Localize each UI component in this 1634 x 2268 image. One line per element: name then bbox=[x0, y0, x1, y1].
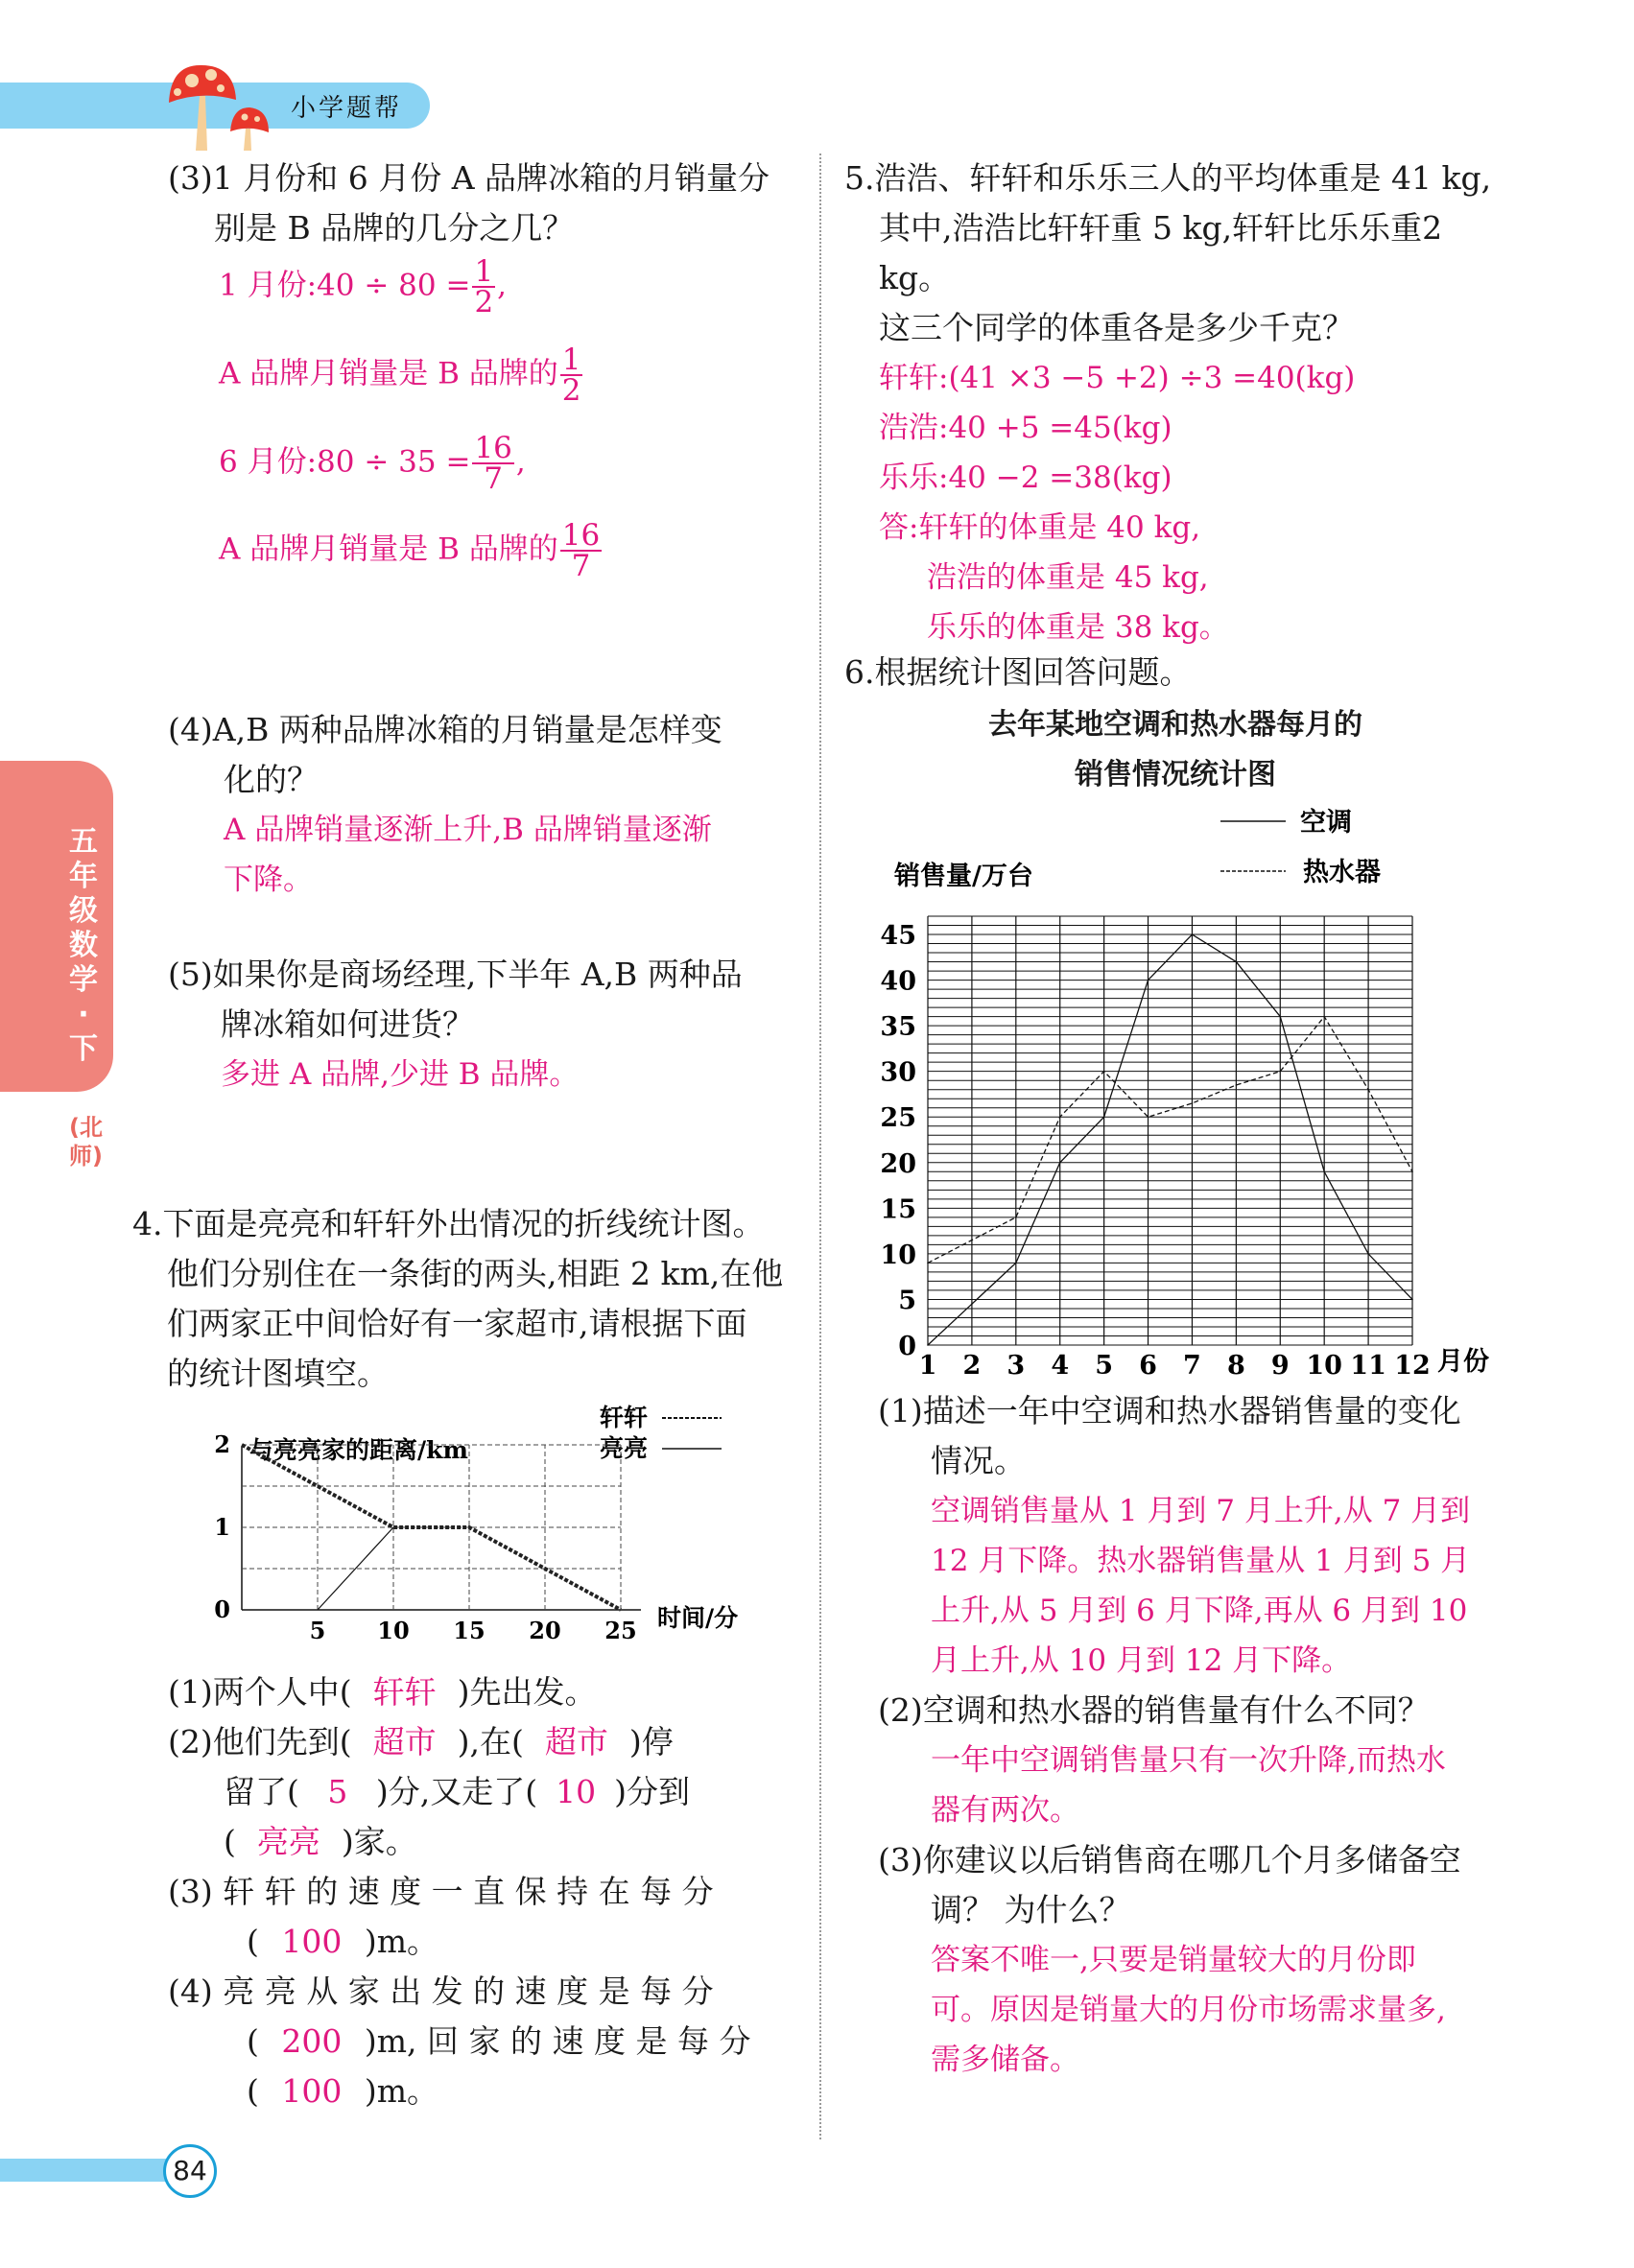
y-tick-label: 25 bbox=[880, 1103, 916, 1134]
chart-title: 去年某地空调和热水器每月的 bbox=[988, 708, 1362, 742]
y-axis-label: 与亮亮家的距离/km bbox=[249, 1436, 468, 1464]
sub-question-1: (1)两个人中( 轩轩 )先出发。 bbox=[168, 1673, 597, 1711]
data-point bbox=[1059, 1162, 1061, 1164]
data-point bbox=[1323, 1016, 1325, 1018]
data-point bbox=[1015, 1263, 1017, 1264]
x-axis-label: 月份 bbox=[1437, 1347, 1489, 1377]
sub-question-2: (2)他们先到( 超市 ),在( 超市 )停 bbox=[168, 1723, 674, 1760]
answer-text: 多进 A 品牌,少进 B 品牌。 bbox=[221, 1057, 580, 1092]
question-text: 别是 B 品牌的几分之几？ bbox=[214, 209, 575, 247]
data-point bbox=[1148, 1116, 1149, 1118]
x-tick-label: 7 bbox=[1183, 1351, 1201, 1381]
data-point bbox=[1367, 1253, 1369, 1255]
answer-q3-2: A 品牌月销量是 B 品牌的 $\frac{1}{2}$ bbox=[219, 343, 581, 408]
column-divider bbox=[819, 154, 821, 2139]
x-tick-label: 5 bbox=[309, 1617, 326, 1644]
answer-q3-3: 6 月份:80 ÷ 35 = $\frac{16}{7}$ , bbox=[219, 431, 526, 496]
sub-question-4: (4) 亮 亮 从 家 出 发 的 速 度 是 每 分 bbox=[168, 1973, 714, 2010]
answer-text: A 品牌销量逐渐上升,B 品牌销量逐渐 bbox=[224, 813, 712, 847]
question-text: 1 月份和 6 月份 A 品牌冰箱的月销量分 bbox=[212, 159, 770, 197]
data-point bbox=[1103, 1071, 1105, 1073]
data-point bbox=[1192, 1102, 1194, 1104]
legend-label-liangliang: 亮亮 bbox=[600, 1434, 649, 1462]
data-point bbox=[1411, 1299, 1413, 1301]
problem-5: 5.浩浩、轩轩和乐乐三人的平均体重是 41 kg, 其中,浩浩比轩轩重 5 kg,轩轩比乐乐重2 kg。 这三个同学的体重各是多少千克？ 轩轩:(41 ×3 −5 +2) ÷3 =40(kg) 浩浩:40 +5 =45(kg) 乐乐:40 −2 =38(kg) 答:轩轩的体重是 40 kg, 浩浩的体重是 45 kg, 乐乐的体重是 38 kg。 bbox=[844, 159, 1492, 645]
sub-question-3: (3) 轩 轩 的 速 度 一 直 保 持 在 每 分 bbox=[168, 1873, 714, 1910]
mushroom-logo-icon bbox=[163, 59, 278, 151]
x-axis-label: 时间/分 bbox=[657, 1604, 739, 1632]
data-point bbox=[1059, 1116, 1061, 1118]
x-tick-label: 9 bbox=[1270, 1351, 1290, 1381]
data-point bbox=[1148, 980, 1149, 981]
x-tick-label: 3 bbox=[1006, 1351, 1026, 1381]
data-point bbox=[1411, 1170, 1413, 1172]
answer-text: 下降。 bbox=[224, 862, 313, 897]
data-point bbox=[927, 1263, 929, 1264]
y-tick-label: 30 bbox=[880, 1057, 916, 1088]
y-tick-label: 20 bbox=[880, 1148, 916, 1179]
x-tick-label: 8 bbox=[1226, 1351, 1245, 1381]
x-tick-label: 10 bbox=[1306, 1351, 1342, 1381]
x-tick-label: 5 bbox=[1095, 1351, 1114, 1381]
x-tick-label: 6 bbox=[1139, 1351, 1157, 1381]
data-point bbox=[971, 1240, 973, 1241]
question-5: (5)如果你是商场经理,下半年 A,B 两种品 牌冰箱如何进货？ 多进 A 品牌,少进 B 品牌。 bbox=[168, 950, 801, 1099]
data-point bbox=[927, 1344, 929, 1346]
y-tick-label: 2 bbox=[214, 1430, 230, 1458]
y-tick-label: 40 bbox=[880, 966, 916, 997]
distance-time-chart bbox=[192, 1391, 768, 1669]
problem-6-answers: (1)描述一年中空调和热水器销售量的变化 情况。 空调销售量从 1 月到 7 月上升,从 7 月到 12 月下降。热水器销售量从 1 月到 5 月 上升,从 5 月到 6 月下降,再从 6 月到 10 月上升,从 10 月到 12 月下降。 (2)空调和热水器的销售量有什么不同？ 一年中空调销售量只有一次升降,而热水 器有两次。 (3)你建议以后销售商在哪几个月多储备空 调？ 为什么？ 答案不唯一,只要是销量较大的月份即 可。原因是销量大的月份市场需求量多, 需多储备。 bbox=[878, 1392, 1471, 2077]
x-tick-label: 4 bbox=[1051, 1351, 1070, 1381]
y-tick-label: 45 bbox=[880, 921, 916, 952]
sub-label: (3) bbox=[168, 159, 213, 197]
x-tick-label: 2 bbox=[962, 1351, 982, 1381]
data-point bbox=[1236, 961, 1238, 963]
y-tick-label: 0 bbox=[898, 1332, 916, 1361]
x-tick-label: 11 bbox=[1350, 1351, 1386, 1381]
answer-q3-4: A 品牌月销量是 B 品牌的 $\frac{16}{7}$ bbox=[219, 518, 601, 583]
data-point bbox=[1367, 1089, 1369, 1091]
x-tick-label: 1 bbox=[918, 1351, 937, 1381]
page-number: 84 bbox=[163, 2144, 217, 2198]
data-point bbox=[1279, 1071, 1281, 1073]
sales-line-chart bbox=[864, 796, 1516, 1391]
question-4: (4)A,B 两种品牌冰箱的月销量是怎样变 化的？ A 品牌销量逐渐上升,B 品牌销量逐渐 下降。 bbox=[168, 705, 801, 905]
x-tick-label: 20 bbox=[529, 1617, 561, 1644]
y-tick-label: 15 bbox=[880, 1194, 916, 1225]
data-point bbox=[1279, 1016, 1281, 1018]
problem-4-answers: (1)两个人中( 轩轩 )先出发。 (2)他们先到( 超市 ),在( 超市 )停 留了( 5 )分,又走了( 10 )分到 ( 亮亮 )家。 (3) 轩 轩 的 速 度 一 直 保 持 在 每 分 ( 100 )m。 (4) 亮 亮 从 家 出 发 的 速 度 是 每 分 ( 200 )m, 回 家 的 速 度 是 每 分 ( 100 )m。 bbox=[168, 1667, 801, 2116]
data-point bbox=[1015, 1217, 1017, 1218]
edition-label: (北师) bbox=[69, 1114, 103, 1169]
data-point bbox=[1323, 1170, 1325, 1172]
grade-label: 五年级数学·下 bbox=[69, 825, 98, 1066]
footer-bar bbox=[0, 2159, 178, 2182]
y-tick-label: 10 bbox=[880, 1240, 916, 1270]
data-point bbox=[1236, 1084, 1238, 1086]
data-point bbox=[971, 1303, 973, 1305]
y-tick-label: 0 bbox=[214, 1595, 230, 1623]
brand-title: 小学题帮 bbox=[291, 94, 403, 123]
y-tick-label: 35 bbox=[880, 1012, 916, 1043]
series-line-air-conditioner bbox=[928, 934, 1412, 1345]
x-tick-label: 15 bbox=[453, 1617, 485, 1644]
question-3 bbox=[168, 154, 801, 253]
x-tick-label: 12 bbox=[1394, 1351, 1431, 1381]
y-axis-label: 销售量/万台 bbox=[894, 862, 1033, 891]
x-tick-label: 10 bbox=[377, 1617, 410, 1644]
problem-6-intro: 6.根据统计图回答问题。 bbox=[844, 653, 1192, 691]
chart-subtitle: 销售情况统计图 bbox=[1075, 758, 1276, 791]
legend-label-heater: 热水器 bbox=[1303, 858, 1381, 887]
legend-label-ac: 空调 bbox=[1300, 808, 1352, 838]
data-point bbox=[1103, 1116, 1105, 1118]
x-tick-label: 25 bbox=[604, 1617, 637, 1644]
y-tick-label: 5 bbox=[898, 1286, 916, 1316]
legend-label-xuanxuan: 轩轩 bbox=[600, 1404, 649, 1431]
data-point bbox=[1192, 933, 1194, 935]
answer-q3-1: 1 月份:40 ÷ 80 = $\frac{1}{2}$ , bbox=[219, 254, 508, 319]
y-tick-label: 1 bbox=[214, 1513, 230, 1541]
problem-4: 4.下面是亮亮和轩轩外出情况的折线统计图。 他们分别住在一条街的两头,相距 2 km,在他 们两家正中间恰好有一家超市,请根据下面 的统计图填空。 bbox=[132, 1205, 784, 1392]
